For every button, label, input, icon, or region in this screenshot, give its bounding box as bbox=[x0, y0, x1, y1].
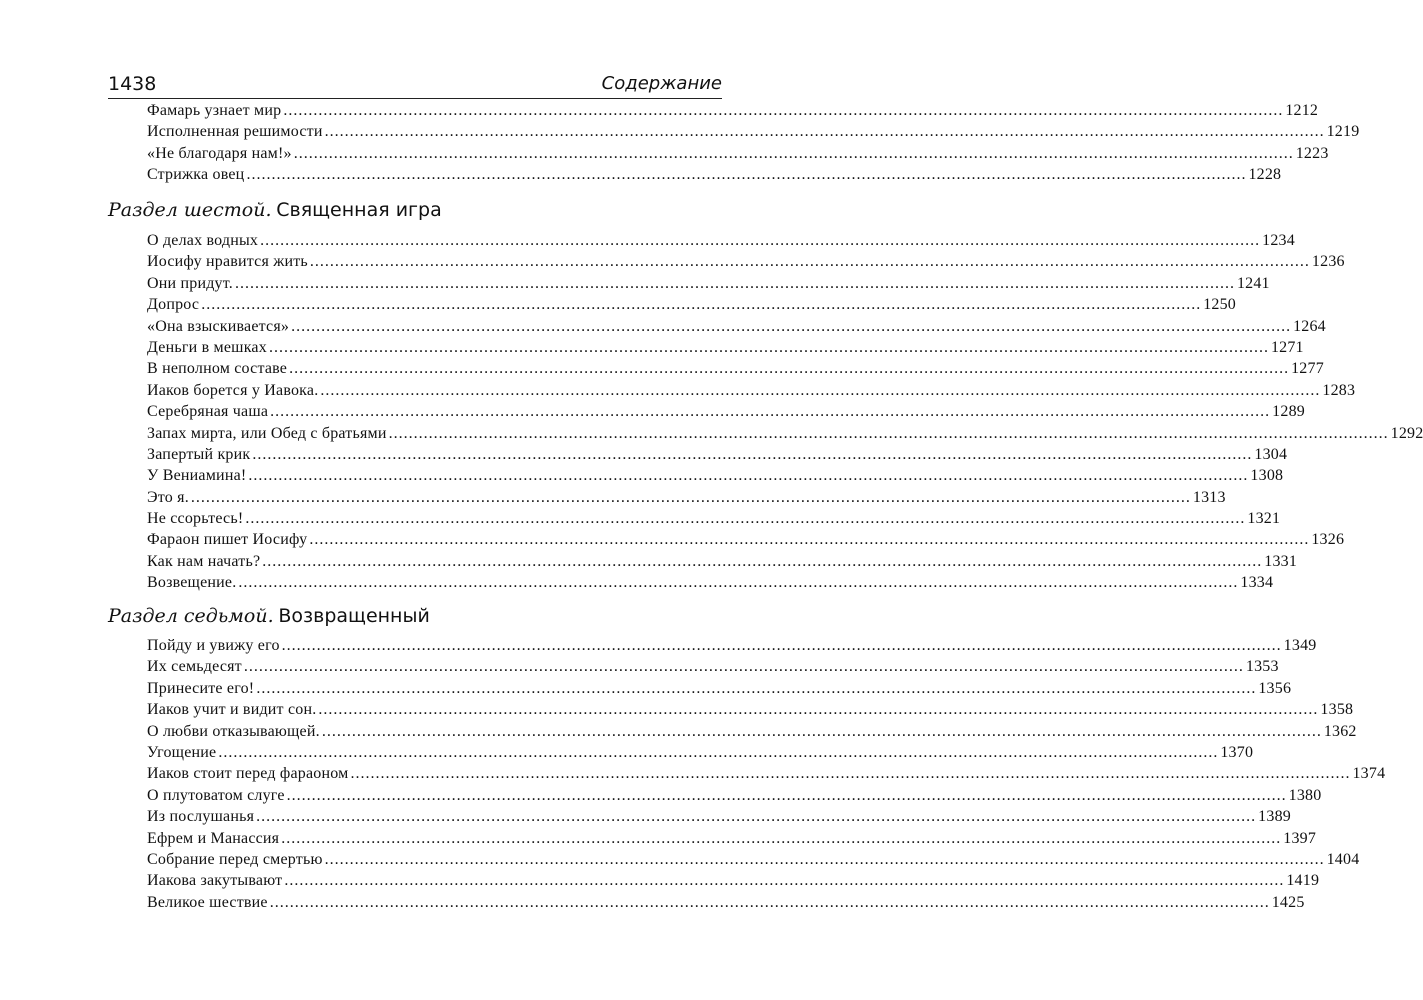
toc-entry-page: 1404 bbox=[1326, 850, 1360, 868]
toc-entry-title: «Не благодаря нам!» bbox=[147, 144, 292, 162]
toc-entry bbox=[147, 338, 1304, 360]
toc-entry-title: Иаков борется у Иавока. bbox=[147, 381, 319, 399]
toc-entry-title: В неполном составе bbox=[147, 360, 288, 378]
toc-entry-page: 1321 bbox=[1247, 510, 1281, 528]
toc-entry bbox=[147, 679, 1292, 701]
toc-entry-title: Фамарь узнает мир bbox=[147, 102, 282, 119]
toc-entry bbox=[147, 403, 1305, 424]
toc-entry bbox=[147, 467, 1284, 488]
toc-entry bbox=[147, 574, 1274, 595]
toc-entry-page: 1356 bbox=[1258, 679, 1292, 697]
toc-entry bbox=[147, 317, 1326, 339]
toc-entry-title: Иосифу нравится жить bbox=[147, 253, 308, 271]
toc-entry-title: Иаков стоит перед фараоном bbox=[147, 765, 349, 783]
dot-leader: ........................................................................................................................................................................................................ bbox=[281, 637, 1282, 654]
toc-entry-page: 1313 bbox=[1192, 488, 1226, 506]
toc-entry-page: 1212 bbox=[1285, 102, 1319, 119]
toc-entry-title: Из послушанья bbox=[147, 808, 255, 826]
toc-entry bbox=[147, 274, 1270, 296]
dot-leader: ........................................................................................................................................................................................................ bbox=[260, 232, 1261, 249]
dot-leader: ........................................................................................................................................................................................................ bbox=[246, 166, 1247, 184]
dot-leader: ........................................................................................................................................................................................................ bbox=[218, 743, 1219, 761]
toc-entry bbox=[147, 872, 1320, 893]
dot-leader: ........................................................................................................................................................................................................ bbox=[234, 274, 1235, 292]
toc-entry-page: 1425 bbox=[1271, 893, 1305, 911]
toc-entry-title: «Она взыскивается» bbox=[147, 317, 290, 335]
toc-entry-page: 1334 bbox=[1240, 574, 1274, 592]
toc-entries-section-7 bbox=[147, 637, 1386, 915]
section-label: Раздел шестой. bbox=[108, 199, 272, 221]
dot-leader: ........................................................................................................................................................................................................ bbox=[270, 403, 1271, 421]
toc-entry-title: Они придут. bbox=[147, 274, 233, 292]
toc-entry bbox=[147, 552, 1298, 574]
dot-leader: ........................................................................................................................................................................................................ bbox=[256, 808, 1257, 826]
dot-leader: ........................................................................................................................................................................................................ bbox=[309, 531, 1310, 549]
section-title: Священная игра bbox=[276, 199, 442, 221]
toc-entry-page: 1380 bbox=[1288, 786, 1322, 804]
page-number: 1438 bbox=[108, 73, 157, 95]
toc-entry bbox=[147, 381, 1356, 403]
section-title: Возвращенный bbox=[278, 605, 430, 627]
toc-entry bbox=[147, 488, 1226, 510]
dot-leader: ........................................................................................................................................................................................................ bbox=[293, 144, 1294, 162]
toc-entry-page: 1289 bbox=[1272, 403, 1305, 421]
dot-leader: ........................................................................................................................................................................................................ bbox=[269, 893, 1270, 911]
toc-entry-title: Запертый крик bbox=[147, 445, 251, 463]
toc-entry-page: 1241 bbox=[1236, 274, 1270, 292]
toc-entry-title: О любви отказывающей. bbox=[147, 722, 320, 740]
toc-entry-title: Ефрем и Манассия bbox=[147, 829, 280, 847]
dot-leader: ........................................................................................................................................................................................................ bbox=[268, 338, 1269, 356]
toc-entry-page: 1264 bbox=[1293, 317, 1326, 335]
dot-leader: ........................................................................................................................................................................................................ bbox=[289, 360, 1290, 378]
dot-leader: ........................................................................................................................................................................................................ bbox=[252, 445, 1253, 463]
toc-entry bbox=[147, 808, 1291, 829]
toc-entry-page: 1349 bbox=[1283, 637, 1317, 654]
toc-entry-title: Допрос bbox=[147, 296, 200, 314]
toc-entry-page: 1326 bbox=[1311, 531, 1345, 549]
toc-entry-page: 1250 bbox=[1203, 296, 1236, 314]
toc-entry-page: 1374 bbox=[1352, 765, 1386, 783]
toc-entry-page: 1370 bbox=[1220, 743, 1254, 761]
toc-entry bbox=[147, 424, 1423, 446]
toc-entry bbox=[147, 786, 1322, 808]
toc-entry-page: 1331 bbox=[1264, 552, 1298, 570]
toc-entry bbox=[147, 144, 1329, 166]
running-title: Содержание bbox=[601, 73, 722, 94]
toc-entry bbox=[147, 850, 1360, 872]
dot-leader: ........................................................................................................................................................................................................ bbox=[309, 253, 1310, 271]
toc-entry-page: 1219 bbox=[1326, 123, 1360, 141]
toc-entry-title: Собрание перед смертью bbox=[147, 850, 323, 868]
toc-entry bbox=[147, 123, 1360, 144]
toc-entries-section-6 bbox=[147, 232, 1423, 596]
toc-entry bbox=[147, 531, 1345, 552]
toc-entry bbox=[147, 701, 1354, 722]
section-heading-7 bbox=[108, 603, 722, 630]
dot-leader: ........................................................................................................................................................................................................ bbox=[388, 424, 1389, 442]
toc-entry bbox=[147, 658, 1279, 679]
dot-leader: ........................................................................................................................................................................................................ bbox=[320, 381, 1321, 399]
toc-entry-title: Угощение bbox=[147, 743, 217, 761]
dot-leader: ........................................................................................................................................................................................................ bbox=[321, 722, 1322, 740]
running-header bbox=[108, 72, 722, 99]
toc-entry-page: 1271 bbox=[1270, 338, 1304, 356]
dot-leader: ........................................................................................................................................................................................................ bbox=[324, 123, 1325, 141]
toc-entry bbox=[147, 102, 1319, 123]
toc-entry bbox=[147, 296, 1236, 317]
toc-entry-title: Их семьдесят bbox=[147, 658, 242, 676]
toc-entry-page: 1362 bbox=[1323, 722, 1357, 740]
toc-entry-page: 1292 bbox=[1390, 424, 1423, 442]
toc-entry-title: Серебряная чаша bbox=[147, 403, 269, 421]
toc-entries-continued bbox=[147, 102, 1360, 188]
dot-leader: ........................................................................................................................................................................................................ bbox=[248, 467, 1249, 485]
dot-leader: ........................................................................................................................................................................................................ bbox=[318, 701, 1319, 719]
toc-entry bbox=[147, 829, 1317, 851]
toc-entry-title: Иаков учит и видит сон. bbox=[147, 701, 317, 719]
toc-entry-title: Не ссорьтесь! bbox=[147, 510, 244, 528]
toc-entry-page: 1353 bbox=[1245, 658, 1279, 676]
dot-leader: ........................................................................................................................................................................................................ bbox=[201, 296, 1202, 314]
toc-entry-title: Запах мирта, или Обед с братьями bbox=[147, 424, 387, 442]
toc-entry bbox=[147, 637, 1317, 658]
toc-entry bbox=[147, 166, 1282, 187]
toc-entry-title: Исполненная решимости bbox=[147, 123, 323, 141]
dot-leader: ........................................................................................................................................................................................................ bbox=[245, 510, 1246, 528]
dot-leader: ........................................................................................................................................................................................................ bbox=[350, 765, 1351, 783]
dot-leader: ........................................................................................................................................................................................................ bbox=[286, 786, 1287, 804]
dot-leader: ........................................................................................................................................................................................................ bbox=[238, 574, 1239, 592]
section-heading-6 bbox=[108, 197, 722, 224]
toc-entry-title: О плутоватом слуге bbox=[147, 786, 285, 804]
toc-entry bbox=[147, 765, 1386, 786]
toc-entry-title: Возвещение. bbox=[147, 574, 237, 592]
toc-entry-page: 1223 bbox=[1295, 144, 1329, 162]
toc-entry-title: Фараон пишет Иосифу bbox=[147, 531, 308, 549]
toc-entry bbox=[147, 893, 1305, 915]
toc-entry-title: У Вениамина! bbox=[147, 467, 247, 485]
dot-leader: ........................................................................................................................................................................................................ bbox=[256, 679, 1257, 697]
toc-entry-title: Великое шествие bbox=[147, 893, 268, 911]
dot-leader: ........................................................................................................................................................................................................ bbox=[291, 317, 1292, 335]
toc-entry-title: Деньги в мешках bbox=[147, 338, 267, 356]
toc-entry-title: О делах водных bbox=[147, 232, 259, 249]
toc-entry-title: Как нам начать? bbox=[147, 552, 261, 570]
dot-leader: ........................................................................................................................................................................................................ bbox=[281, 829, 1282, 847]
toc-entry-page: 1283 bbox=[1322, 381, 1356, 399]
toc-entry-page: 1304 bbox=[1254, 445, 1288, 463]
toc-entry-page: 1234 bbox=[1262, 232, 1295, 249]
toc-entry-page: 1358 bbox=[1320, 701, 1354, 719]
toc-entry-page: 1277 bbox=[1291, 360, 1324, 378]
dot-leader: ........................................................................................................................................................................................................ bbox=[324, 850, 1325, 868]
toc-entry-page: 1308 bbox=[1250, 467, 1284, 485]
toc-entry-title: Иакова закутывают bbox=[147, 872, 283, 890]
toc-entry-page: 1397 bbox=[1283, 829, 1317, 847]
dot-leader: ........................................................................................................................................................................................................ bbox=[283, 102, 1284, 119]
dot-leader: ........................................................................................................................................................................................................ bbox=[243, 658, 1244, 676]
toc-entry bbox=[147, 253, 1345, 274]
toc-entry bbox=[147, 510, 1281, 531]
toc-entry-page: 1236 bbox=[1311, 253, 1345, 271]
toc-entry bbox=[147, 360, 1324, 381]
toc-entry bbox=[147, 722, 1357, 744]
dot-leader: ........................................................................................................................................................................................................ bbox=[284, 872, 1285, 890]
toc-entry bbox=[147, 445, 1288, 467]
toc-entry-title: Пойду и увижу его bbox=[147, 637, 280, 654]
dot-leader: ........................................................................................................................................................................................................ bbox=[190, 488, 1191, 506]
toc-entry-title: Это я. bbox=[147, 488, 189, 506]
toc-entry-title: Стрижка овец bbox=[147, 166, 245, 184]
section-label: Раздел седьмой. bbox=[108, 605, 274, 627]
toc-entry-page: 1228 bbox=[1248, 166, 1282, 184]
toc-entry bbox=[147, 232, 1295, 253]
toc-entry-page: 1419 bbox=[1286, 872, 1320, 890]
dot-leader: ........................................................................................................................................................................................................ bbox=[262, 552, 1263, 570]
toc-entry-title: Принесите его! bbox=[147, 679, 255, 697]
toc-entry-page: 1389 bbox=[1258, 808, 1291, 826]
toc-entry bbox=[147, 743, 1254, 765]
